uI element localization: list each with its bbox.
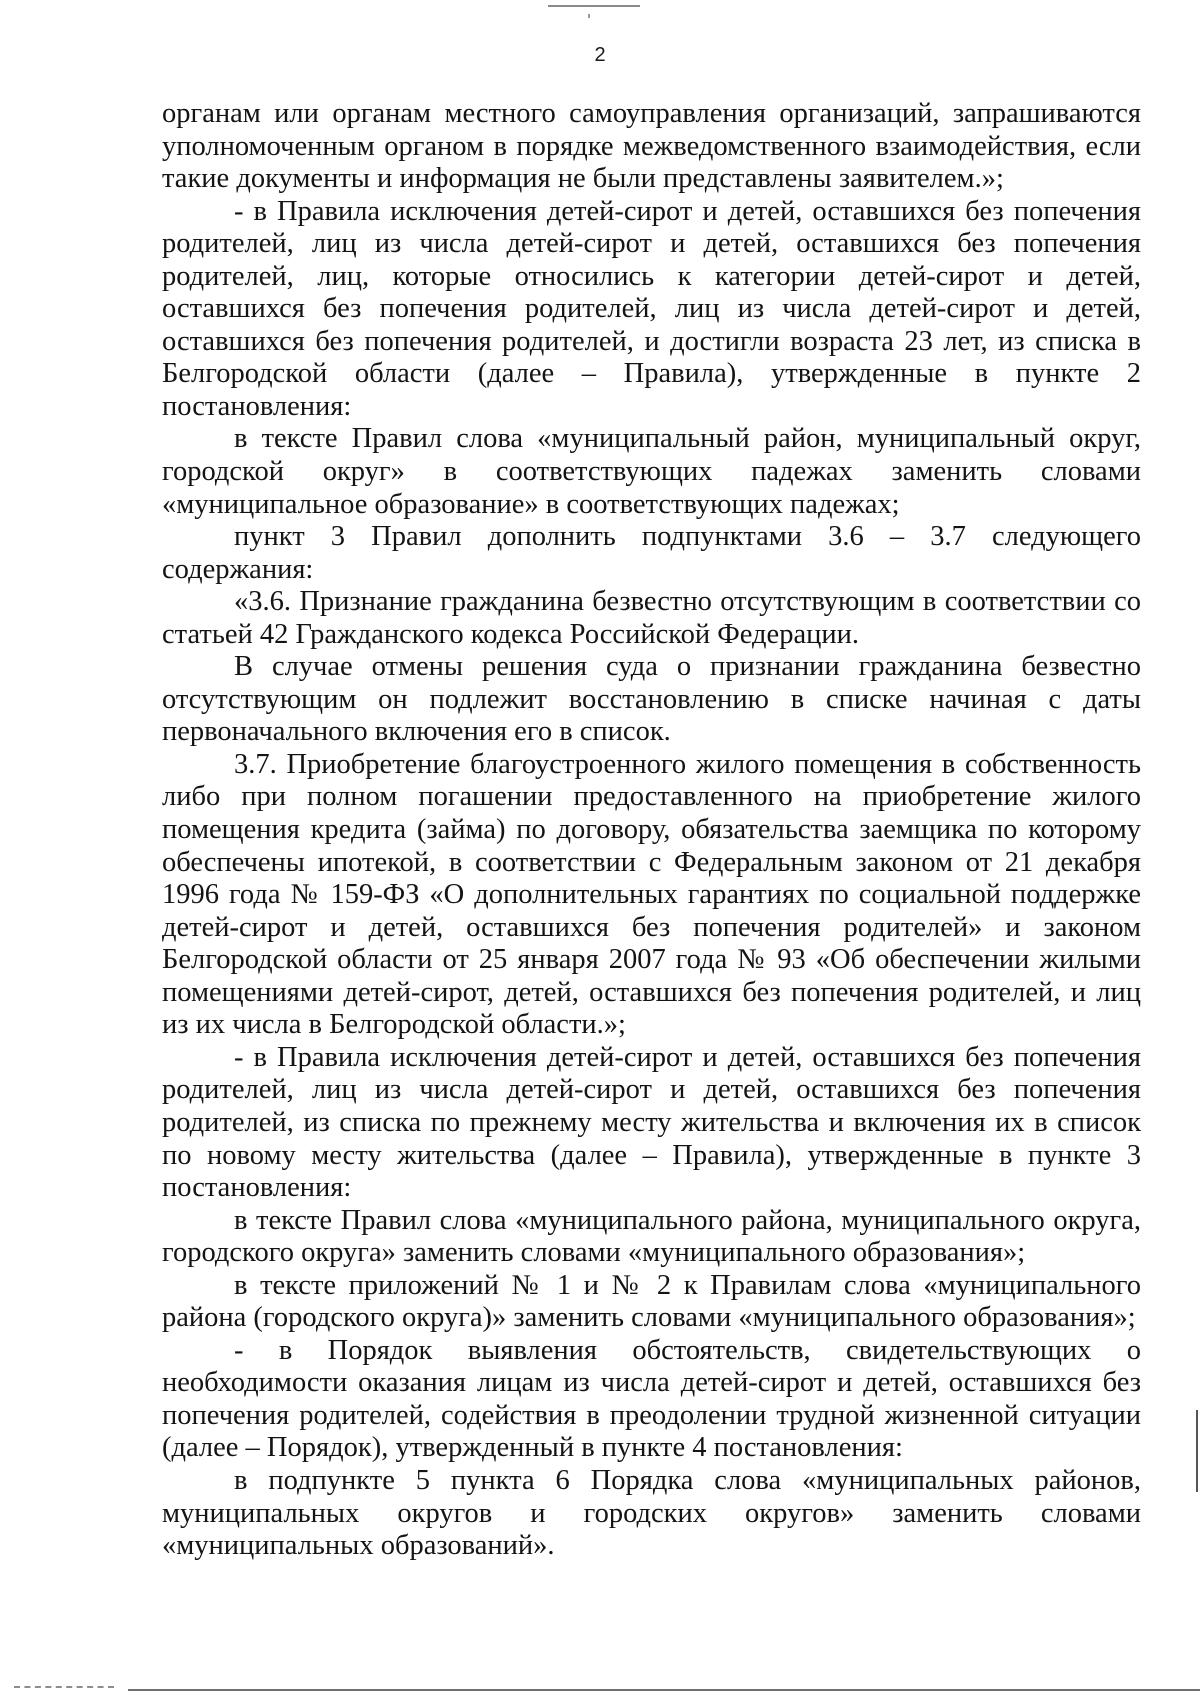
page-number: 2	[594, 44, 606, 66]
scan-artifact-right-edge	[1196, 1410, 1198, 1492]
paragraph: пункт 3 Правил дополнить подпунктами 3.6 – 3.7 следующего содержания:	[162, 521, 1141, 585]
scan-artifact-top	[548, 5, 640, 7]
scan-artifact-bottom-line	[128, 1689, 1200, 1691]
scan-artifact-dot	[588, 14, 590, 18]
paragraph: «3.6. Признание гражданина безвестно отсутствующим в соответствии со статьей 42 Гражданского кодекса Российской Федерации.	[162, 586, 1141, 650]
paragraph: 3.7. Приобретение благоустроенного жилого помещения в собственность либо при полном погашении предоставленного на приобретение жилого помещения кредита (займа) по договору, обязательства заемщика по которому обеспечены ипотекой, в соответствии с Федеральным законом от 21 декабря 1996 года № 159-ФЗ «О дополнительных гарантиях по социальной поддержке детей-сирот и детей, оставшихся без попечения родителей» и законом Белгородской области от 25 января 2007 года № 93 «Об обеспечении жилыми помещениями детей-сирот, детей, оставшихся без попечения родителей, и лиц из их числа в Белгородской области.»;	[162, 748, 1141, 1041]
paragraph: в подпункте 5 пункта 6 Порядка слова «муниципальных районов, муниципальных округов и городских округов» заменить словами «муниципальных образований».	[162, 1464, 1141, 1562]
paragraph: - в Правила исключения детей-сирот и детей, оставшихся без попечения родителей, лиц из числа детей-сирот и детей, оставшихся без попечения родителей, из списка по прежнему месту жительства и включения их в список по новому месту жительства (далее – Правила), утвержденные в пункте 3 постановления:	[162, 1041, 1141, 1204]
paragraph-continuation: органам или органам местного самоуправления организаций, запрашиваются уполномоченным органом в порядке межведомственного взаимодействия, если такие документы и информация не были представлены заявителем.»;	[162, 98, 1141, 195]
paragraph: - в Правила исключения детей-сирот и детей, оставшихся без попечения родителей, лиц из числа детей-сирот и детей, оставшихся без попечения родителей, лиц, которые относились к категории детей-сирот и детей, оставшихся без попечения родителей, лиц из числа детей-сирот и детей, оставшихся без попечения родителей, и достигли возраста 23 лет, из списка в Белгородской области (далее – Правила), утвержденные в пункте 2 постановления:	[162, 195, 1141, 422]
paragraph: - в Порядок выявления обстоятельств, свидетельствующих о необходимости оказания лицам из числа детей-сирот и детей, оставшихся без попечения родителей, содействия в преодолении трудной жизненной ситуации (далее – Порядок), утвержденный в пункте 4 постановления:	[162, 1334, 1141, 1464]
document-body	[162, 98, 1141, 1563]
paragraph: В случае отмены решения суда о признании гражданина безвестно отсутствующим он подлежит восстановлению в списке начиная с даты первоначального включения его в список.	[162, 651, 1141, 748]
scan-artifact-bottom-dashes	[14, 1686, 114, 1688]
paragraph: в тексте Правил слова «муниципального района, муниципального округа, городского округа» заменить словами «муниципального образования»;	[162, 1204, 1141, 1269]
paragraph: в тексте приложений № 1 и № 2 к Правилам слова «муниципального района (городского округа)» заменить словами «муниципального образования»;	[162, 1269, 1141, 1334]
paragraph: в тексте Правил слова «муниципальный район, муниципальный округ, городской округ» в соответствующих падежах заменить словами «муниципальное образование» в соответствующих падежах;	[162, 423, 1141, 520]
